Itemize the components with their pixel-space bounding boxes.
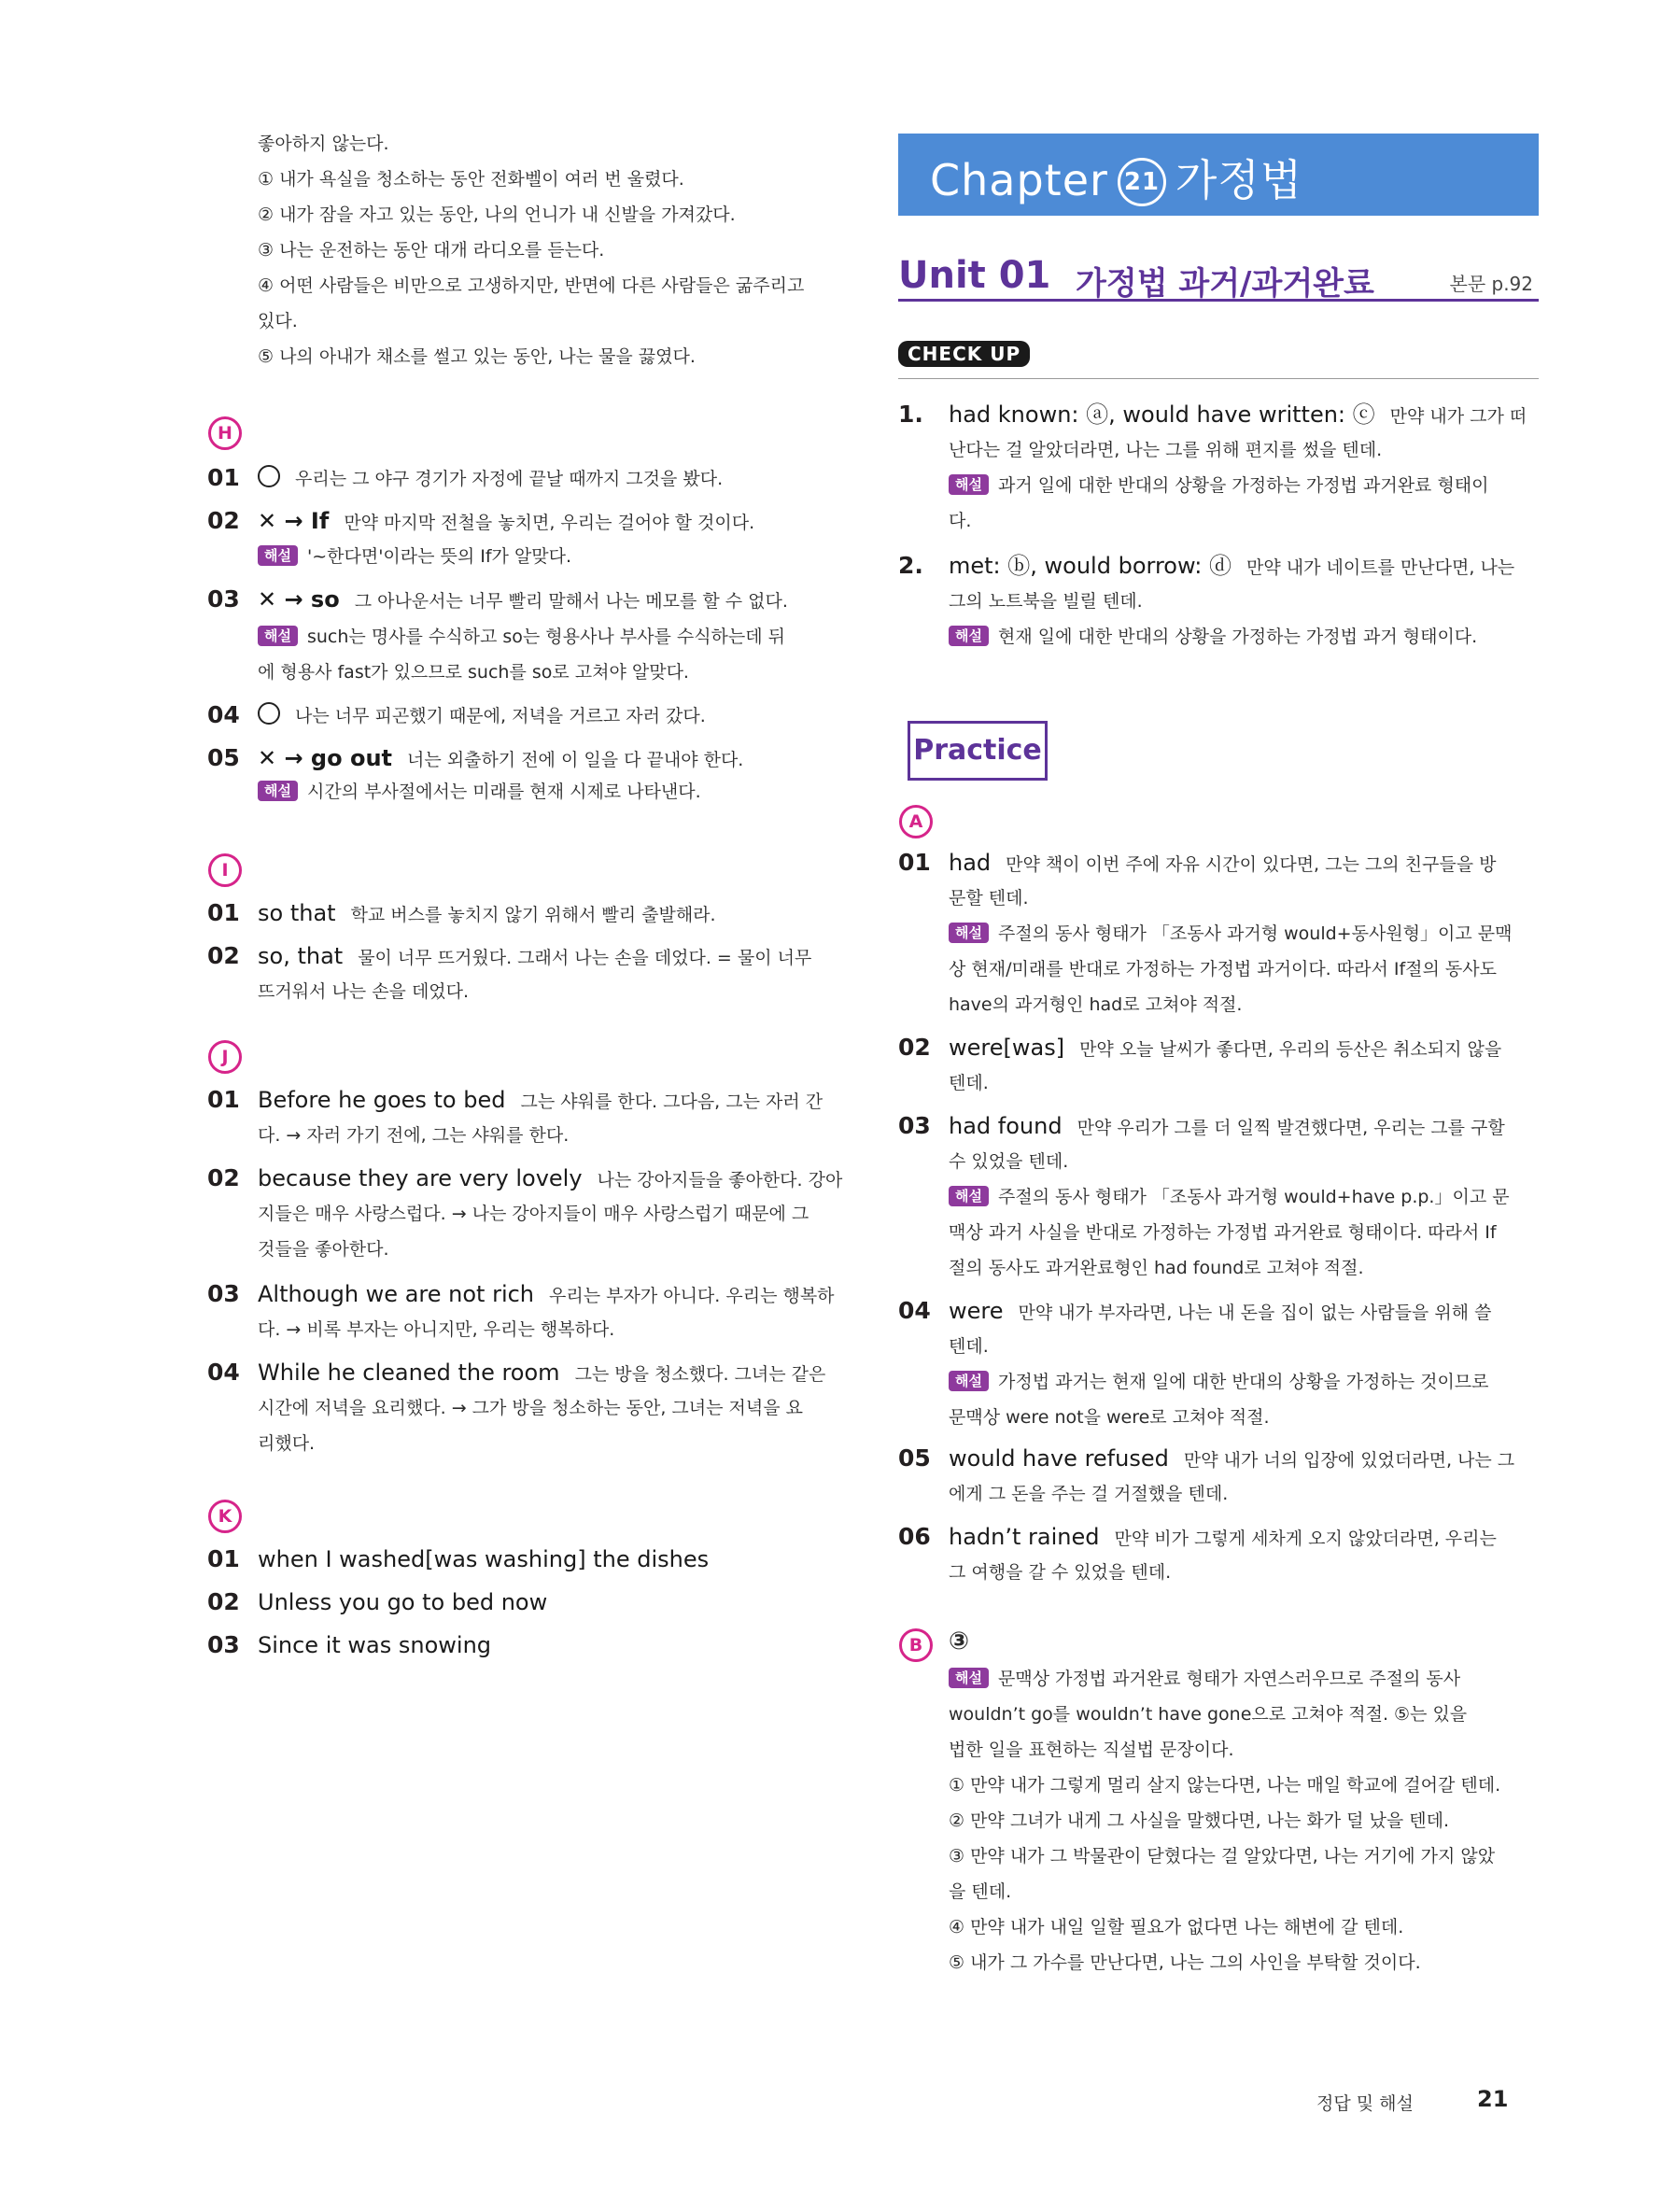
explanation-badge: 해설 (949, 474, 989, 495)
item-line (949, 1524, 1497, 1552)
item-text: 만약 마지막 전철을 놓치면, 우리는 걸어야 할 것이다. (344, 513, 755, 533)
note-line: 상 현재/미래를 반대로 가정하는 가정법 과거이다. 따라서 If절의 동사도 (949, 959, 1497, 979)
note-line: 맥상 과거 사실을 반대로 가정하는 가정법 과거완료 형태이다. 따라서 If (949, 1222, 1497, 1243)
note-text: 시간의 부사절에서는 미래를 현재 시제로 나타낸다. (306, 782, 701, 802)
answer: ✕ → so (258, 586, 340, 613)
unit-header (898, 254, 1539, 302)
page-number: 21 (1477, 2086, 1509, 2112)
answer: had (949, 850, 992, 876)
answer: ③ (949, 1627, 970, 1655)
note-line (258, 543, 571, 570)
note-line (258, 779, 701, 805)
item-line: 것들을 좋아한다. (258, 1239, 389, 1260)
intro-line: ① 내가 욕실을 청소하는 동안 전화벨이 여러 번 울렸다. (258, 169, 684, 190)
item-line: 그의 노트북을 빌릴 텐데. (949, 591, 1143, 612)
intro-line: ② 내가 잠을 자고 있는 동안, 나의 언니가 내 신발을 가져갔다. (258, 204, 736, 225)
item-text: 그는 방을 청소했다. 그녀는 같은 (574, 1364, 826, 1385)
item-number: 2. (898, 552, 923, 579)
unit-title: 가정법 과거/과거완료 (1076, 265, 1374, 303)
explanation-badge: 해설 (949, 1668, 989, 1688)
intro-line: ③ 나는 운전하는 동안 대개 라디오를 듣는다. (258, 240, 605, 261)
section-letter-i: I (208, 853, 242, 887)
item-line (949, 1035, 1501, 1063)
item-text: 만약 오늘 날씨가 좋다면, 우리의 등산은 취소되지 않을 (1079, 1039, 1502, 1060)
note-text: 주절의 동사 형태가 「조동사 과거형 would+have p.p.」이고 문 (997, 1187, 1510, 1207)
explanation-badge: 해설 (258, 781, 298, 801)
item-line (949, 850, 1496, 878)
item-line: 난다는 걸 알았더라면, 나는 그를 위해 편지를 썼을 텐데. (949, 440, 1383, 460)
item-line: 문할 텐데. (949, 888, 1029, 909)
answer: Although we are not rich (258, 1281, 535, 1307)
item-line (949, 553, 1514, 581)
note-line (258, 624, 785, 650)
translation-line: 을 텐데. (949, 1881, 1012, 1902)
item-number: 01 (207, 1545, 240, 1572)
divider (898, 378, 1539, 379)
item-line: 시간에 저녁을 요리했다. → 그가 방을 청소하는 동안, 그녀는 저녁을 요 (258, 1398, 803, 1418)
note-line: 절의 동사도 과거완료형인 had found로 고쳐야 적절. (949, 1258, 1364, 1278)
chapter-heading (930, 147, 1302, 208)
item-line: 다. → 자러 가기 전에, 그는 샤워를 한다. (258, 1125, 570, 1146)
item-text: 그는 샤워를 한다. 그다음, 그는 자러 간 (520, 1092, 823, 1112)
section-letter-j: J (208, 1040, 242, 1074)
note-text: '~한다면'이라는 뜻의 If가 알맞다. (306, 546, 572, 567)
item-line (258, 1546, 724, 1574)
answer: when I washed[was washing] the dishes (258, 1546, 710, 1572)
footer-label: 정답 및 해설 (1316, 2093, 1414, 2114)
item-line (949, 1298, 1491, 1326)
item-text: 우리는 그 야구 경기가 자정에 끝날 때까지 그것을 봤다. (295, 469, 724, 489)
intro-line: 있다. (258, 311, 298, 331)
explanation-badge: 해설 (949, 923, 989, 943)
answer: ✕ → If (258, 508, 330, 534)
circle-mark-icon (258, 465, 280, 487)
explanation-badge: 해설 (949, 1371, 989, 1391)
item-number: 04 (898, 1297, 931, 1324)
answer: Before he goes to bed (258, 1087, 506, 1113)
answer: ✕ → go out (258, 745, 392, 771)
note-line (949, 1369, 1489, 1395)
item-line (258, 586, 788, 614)
item-text: 만약 내가 그가 떠 (1389, 406, 1527, 427)
answer: had found (949, 1113, 1063, 1139)
item-number: 04 (207, 1359, 240, 1386)
answer: were (949, 1298, 1004, 1324)
note-text: 현재 일에 대한 반대의 상황을 가정하는 가정법 과거 형태이다. (997, 627, 1478, 647)
item-number: 05 (207, 744, 240, 771)
section-letter-h: H (208, 416, 242, 450)
answer: Since it was snowing (258, 1632, 492, 1658)
circle-mark-icon (258, 702, 280, 725)
explanation-badge: 해설 (949, 626, 989, 646)
item-line (949, 1113, 1505, 1141)
chapter-number: 21 (1118, 158, 1166, 206)
translation-line: ③ 만약 내가 그 박물관이 닫혔다는 걸 알았다면, 나는 거기에 가지 않았 (949, 1846, 1496, 1867)
item-line: 텐데. (949, 1073, 989, 1093)
item-line: 지들은 매우 사랑스럽다. → 나는 강아지들이 매우 사랑스럽기 때문에 그 (258, 1204, 809, 1224)
item-line: 다. → 비록 부자는 아니지만, 우리는 행복하다. (258, 1319, 615, 1340)
item-number: 03 (898, 1112, 931, 1139)
practice-label: Practice (908, 721, 1048, 781)
item-text: 만약 우리가 그를 더 일찍 발견했다면, 우리는 그를 구할 (1077, 1118, 1505, 1138)
item-line (258, 745, 743, 773)
chapter-word: Chapter (930, 155, 1108, 205)
item-number: 01 (207, 899, 240, 926)
answer: met: ⓑ, would borrow: ⓓ (949, 553, 1232, 579)
item-line: 텐데. (949, 1336, 989, 1357)
item-number: 04 (207, 701, 240, 728)
answer: While he cleaned the room (258, 1360, 560, 1386)
item-number: 02 (207, 1164, 240, 1191)
translation-line: ② 만약 그녀가 내게 그 사실을 말했다면, 나는 화가 덜 났을 텐데. (949, 1810, 1450, 1831)
item-line: 에게 그 돈을 주는 걸 거절했을 텐데. (949, 1484, 1229, 1504)
item-text: 그 아나운서는 너무 빨리 말해서 나는 메모를 할 수 없다. (354, 591, 788, 612)
item-number: 02 (207, 942, 240, 969)
item-number: 05 (898, 1444, 931, 1472)
intro-line: ⑤ 나의 아내가 채소를 썰고 있는 동안, 나는 물을 끓였다. (258, 346, 696, 367)
note-text: 문맥상 가정법 과거완료 형태가 자연스러우므로 주절의 동사 (997, 1669, 1461, 1689)
note-line (949, 624, 1477, 650)
item-line (258, 465, 723, 492)
item-number: 01 (207, 1086, 240, 1113)
item-number: 01 (898, 849, 931, 876)
note-line (949, 472, 1489, 499)
intro-line: 좋아하지 않는다. (258, 134, 389, 154)
chapter-title: 가정법 (1175, 155, 1303, 205)
item-text: 만약 내가 너의 입장에 있었더라면, 나는 그 (1183, 1450, 1515, 1471)
item-number: 02 (207, 1588, 240, 1615)
translation-line: ④ 만약 내가 내일 일할 필요가 없다면 나는 해변에 갈 텐데. (949, 1917, 1404, 1937)
item-line (258, 1087, 823, 1115)
item-text: 우리는 부자가 아니다. 우리는 행복하 (549, 1286, 835, 1306)
item-text: 만약 내가 네이트를 만난다면, 나는 (1246, 557, 1515, 578)
item-line (258, 1632, 506, 1660)
note-line (949, 1666, 1460, 1692)
section-letter-k: K (208, 1500, 242, 1533)
note-text: 가정법 과거는 현재 일에 대한 반대의 상황을 가정하는 것이므로 (997, 1372, 1489, 1392)
note-line: 문맥상 were not을 were로 고쳐야 적절. (949, 1407, 1270, 1428)
item-line (949, 402, 1527, 430)
item-line (258, 702, 706, 729)
note-line: 법한 일을 표현하는 직설법 문장이다. (949, 1740, 1234, 1760)
answer: so, that (258, 943, 344, 969)
unit-label: Unit 01 (898, 254, 1051, 297)
item-line (258, 1360, 825, 1388)
item-line (258, 1589, 562, 1617)
item-line (258, 1165, 842, 1193)
explanation-badge: 해설 (258, 545, 298, 566)
item-text: 학교 버스를 놓치지 않기 위해서 빨리 출발해라. (350, 905, 716, 925)
answer: had known: ⓐ, would have written: ⓒ (949, 402, 1375, 428)
intro-line: ④ 어떤 사람들은 비만으로 고생하지만, 반면에 다른 사람들은 굶주리고 (258, 275, 805, 296)
item-number: 1. (898, 401, 923, 428)
item-line: 뜨거워서 나는 손을 데었다. (258, 981, 470, 1002)
check-up-label: CHECK UP (898, 341, 1030, 367)
item-number: 03 (207, 585, 240, 613)
item-line (258, 1281, 835, 1309)
item-text: 만약 내가 부자라면, 나는 내 돈을 집이 없는 사람들을 위해 쓸 (1018, 1303, 1492, 1323)
note-line (949, 921, 1512, 947)
note-line: 다. (949, 511, 972, 531)
item-text: 만약 비가 그렇게 세차게 오지 않았더라면, 우리는 (1114, 1529, 1497, 1549)
translation-line: ⑤ 내가 그 가수를 만난다면, 나는 그의 사인을 부탁할 것이다. (949, 1952, 1421, 1973)
section-letter-a: A (899, 805, 933, 838)
item-text: 나는 강아지들을 좋아한다. 강아 (597, 1170, 843, 1191)
answer: were[was] (949, 1035, 1065, 1061)
answer: hadn’t rained (949, 1524, 1100, 1550)
note-text: 과거 일에 대한 반대의 상황을 가정하는 가정법 과거완료 형태이 (997, 475, 1489, 496)
item-text: 너는 외출하기 전에 이 일을 다 끝내야 한다. (407, 750, 744, 770)
item-text: 만약 책이 이번 주에 자유 시간이 있다면, 그는 그의 친구들을 방 (1006, 854, 1497, 875)
item-number: 01 (207, 464, 240, 491)
explanation-badge: 해설 (258, 626, 298, 646)
item-number: 03 (207, 1280, 240, 1307)
note-line (949, 1184, 1510, 1210)
item-number: 02 (207, 507, 240, 534)
note-line: 에 형용사 fast가 있으므로 such를 so로 고쳐야 알맞다. (258, 662, 689, 683)
item-number: 02 (898, 1034, 931, 1061)
item-line (258, 943, 811, 971)
item-text: 물이 너무 뜨거웠다. 그래서 나는 손을 데었다. = 물이 너무 (358, 948, 812, 968)
item-line: 수 있었을 텐데. (949, 1151, 1069, 1172)
answer: because they are very lovely (258, 1165, 583, 1191)
answer: so that (258, 900, 336, 926)
item-number: 03 (207, 1631, 240, 1658)
item-number: 06 (898, 1523, 931, 1550)
page-reference: 본문 p.92 (1449, 273, 1533, 295)
explanation-badge: 해설 (949, 1186, 989, 1206)
item-line (258, 900, 716, 928)
section-letter-b: B (899, 1628, 933, 1662)
item-line (258, 508, 754, 536)
note-line: have의 과거형인 had로 고쳐야 적절. (949, 994, 1243, 1015)
item-text: 나는 너무 피곤했기 때문에, 저녁을 거르고 자러 갔다. (295, 706, 706, 726)
note-text: 주절의 동사 형태가 「조동사 과거형 would+동사원형」이고 문맥 (997, 923, 1513, 944)
answer: would have refused (949, 1445, 1169, 1472)
chapter-banner (898, 134, 1539, 216)
item-line (949, 1445, 1514, 1473)
translation-line: ① 만약 내가 그렇게 멀리 살지 않는다면, 나는 매일 학교에 걸어갈 텐데. (949, 1775, 1501, 1796)
note-text: such는 명사를 수식하고 so는 형용사나 부사를 수식하는데 뒤 (306, 627, 786, 647)
answer: Unless you go to bed now (258, 1589, 548, 1615)
item-line: 리했다. (258, 1433, 316, 1454)
note-line: wouldn’t go를 wouldn’t have gone으로 고쳐야 적절. ⑤는 있을 (949, 1704, 1468, 1725)
item-line: 그 여행을 갈 수 있었을 텐데. (949, 1562, 1172, 1583)
